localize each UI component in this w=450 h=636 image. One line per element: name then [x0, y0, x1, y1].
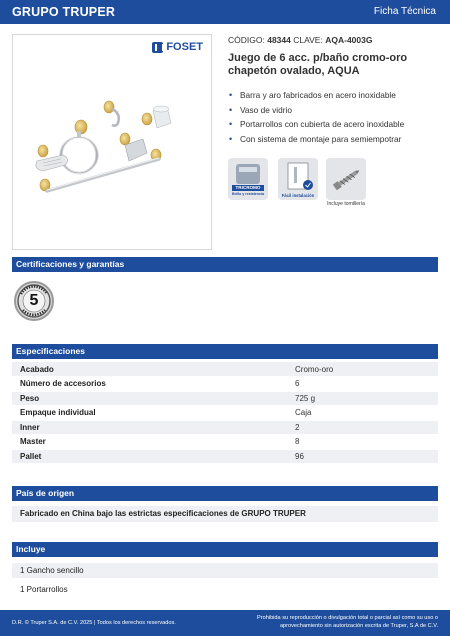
feature-badges — [228, 158, 443, 218]
feature-list — [228, 90, 443, 148]
tricromo-subtitle: Brillo y resistencia — [232, 192, 264, 196]
table-row — [12, 406, 438, 421]
product-title: Juego de 6 acc. p/baño cromo-oro chapetón ovalado, AQUA — [228, 52, 408, 77]
product-code-line — [228, 35, 372, 45]
spec-key: Master — [12, 435, 287, 450]
spec-value: 725 g — [287, 391, 438, 406]
table-row — [12, 377, 438, 392]
foset-logo-text: FOSET — [166, 41, 203, 53]
spec-key: Acabado — [12, 362, 287, 377]
feature-item: • Vaso de vidrio — [228, 105, 443, 120]
origin-header: País de origen — [12, 486, 438, 501]
specs-table — [12, 362, 438, 464]
product-code: 48344 — [267, 35, 291, 45]
top-bar — [0, 0, 450, 24]
key-label: CLAVE: — [293, 35, 323, 45]
copyright-text: D.R. © Truper S.A. de C.V. 2025 | Todos los derechos reservados. — [12, 620, 176, 626]
table-row — [12, 391, 438, 406]
product-image — [12, 34, 212, 250]
includes-list — [12, 563, 438, 597]
warranty-badge — [14, 281, 54, 321]
sheet-label: Ficha Técnica — [373, 6, 436, 17]
spec-value: 2 — [287, 420, 438, 435]
warranty-years: 5 — [29, 292, 39, 309]
includes-header: Incluye — [12, 542, 438, 557]
spec-value: 96 — [287, 449, 438, 464]
spec-value: 8 — [287, 435, 438, 450]
feature-item: • Barra y aro fabricados en acero inoxidable — [228, 90, 443, 105]
table-row — [12, 362, 438, 377]
easy-install-badge — [278, 158, 318, 200]
legal-notice: Prohibida su reproducción o divulgación total o parcial así como su uso o aprovechamiento sin autorización escrita de Truper, S.A de C.V. — [257, 615, 438, 629]
list-item: 1 Portarrollos — [20, 585, 68, 594]
screws-badge — [326, 158, 366, 200]
feature-item: • Portarrollos con cubierta de acero inoxidable — [228, 119, 443, 134]
spec-value: Caja — [287, 406, 438, 421]
table-row — [12, 449, 438, 464]
spec-value: Cromo-oro — [287, 362, 438, 377]
specs-header: Especificaciones — [12, 344, 438, 359]
footer — [0, 610, 450, 636]
spec-key: Pallet — [12, 449, 287, 464]
table-row — [12, 420, 438, 435]
certifications-header: Certificaciones y garantías — [12, 257, 438, 272]
easy-install-label: Fácil instalación — [281, 193, 315, 198]
origin-text: Fabricado en China bajo las estrictas especificaciones de GRUPO TRUPER — [12, 506, 438, 522]
screw-icon — [326, 158, 366, 200]
spec-key: Inner — [12, 420, 287, 435]
code-label: CÓDIGO: — [228, 35, 265, 45]
spec-value: 6 — [287, 377, 438, 392]
list-item: 1 Gancho sencillo — [12, 563, 438, 578]
screws-label: Incluye tornillería — [327, 201, 365, 207]
spec-key: Peso — [12, 391, 287, 406]
bath-accessories-illustration — [13, 35, 213, 251]
spec-key: Empaque individual — [12, 406, 287, 421]
tricromo-badge — [228, 158, 268, 200]
tricromo-title: TRICROMO — [235, 185, 261, 190]
brand-name: GRUPO TRUPER — [12, 5, 116, 19]
product-key: AQA-4003G — [325, 35, 373, 45]
spec-key: Número de accesorios — [12, 377, 287, 392]
table-row — [12, 435, 438, 450]
feature-item: • Con sistema de montaje para semiempotrar — [228, 134, 443, 149]
